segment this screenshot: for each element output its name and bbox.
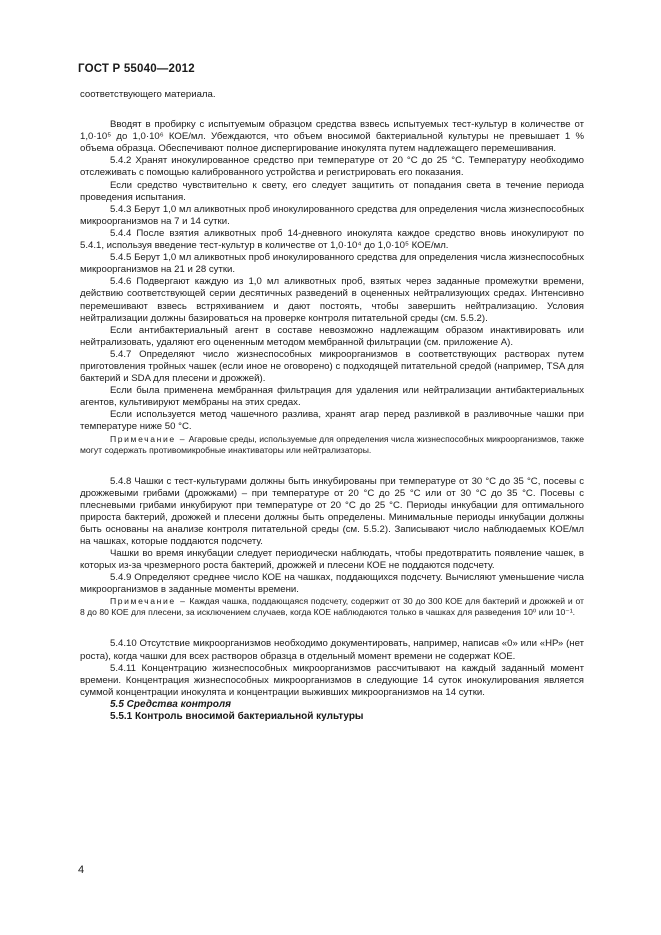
note-label: Примечание – xyxy=(110,596,187,607)
note-text: Агаровые среды, используемые для определения числа жизнеспособных микроорганизмов, также могут содержать противомикробные инактиваторы или нейтрализаторы. xyxy=(80,433,585,455)
paragraph-5-4-11: 5.4.11 Концентрацию жизнеспособных микроорганизмов рассчитывают на каждый заданный момент времени. Концентрация жизнеспособных микроорганизмов в следующие 14 суток инокулирования является суммой концентрации инокулята и концентрации выживших микроорганизмов на 14 сутки. xyxy=(80,662,584,698)
note-label: Примечание – xyxy=(110,433,187,444)
document-header: ГОСТ Р 55040—2012 xyxy=(78,63,195,75)
paragraph-5-4-4: 5.4.4 После взятия аликвотных проб 14-дневного инокулята каждое средство вновь инокулируют по 5.4.1, используя введение тест-культур в количестве от 1,0·10⁴ до 1,0·10⁵ КОЕ/мл. xyxy=(80,227,584,252)
paragraph-5-4-8: 5.4.8 Чашки с тест-культурами должны быть инкубированы при температуре от 30 °С до 35 °С, посевы с дрожжевыми грибами (дрожжами) – при температуре от 20 °С до 25 °С или от 30 °С до 35 °С. Посевы с плесневыми грибами инкубируют при температуре от 20 °С до 25 °С. Периоды инкубации для оптимального прироста бактерий, дрожжей и плесени должны быть определены. Минимальные периоды инкубации должны быть основаны на анализе контроля питательной среды (см. 5.5.2). Записывают число наблюдаемых КОЕ/мл на чашках, которые поддаются подсчету. xyxy=(80,475,584,547)
paragraph-membrane-filtration: Если антибактериальный агент в составе невозможно надлежащим образом инактивировать или нейтрализовать, удаляют его оцененным методом мембранной фильтрации (см. приложение А). xyxy=(80,324,584,348)
paragraph-inoculation: Вводят в пробирку с испытуемым образцом средства взвесь испытуемых тест-культур в количестве от 1,0·10⁵ до 1,0·10⁶ КОЕ/мл. Убеждаются, что объем вносимой бактериальной культуры не превышает 1 % объема образца. Обеспечивают полное диспергирование инокулята путем надлежащего перемешивания. xyxy=(80,119,584,155)
paragraph-light-protection: Если средство чувствительно к свету, его следует защитить от попадания света в течение периода проведения испытания. xyxy=(80,179,584,203)
document-body xyxy=(80,89,584,723)
paragraph-5-4-3: 5.4.3 Берут 1,0 мл аликвотных проб инокулированного средства для определения числа жизнеспособных микроорганизмов на 7 и 14 сутки. xyxy=(80,203,584,227)
section-heading-5-5: 5.5 Средства контроля xyxy=(110,698,232,710)
paragraph-5-4-5: 5.4.5 Берут 1,0 мл аликвотных проб инокулированного средства для определения числа жизнеспособных микроорганизмов на 21 и 28 сутки. xyxy=(80,252,584,276)
note-agar-media xyxy=(80,434,584,456)
page-number: 4 xyxy=(78,864,85,876)
paragraph-plate-observation: Чашки во время инкубации следует периодически наблюдать, чтобы предотвратить появление чашек, в которых из-за чрезмерного роста бактерий, дрожжей и плесени КОЕ не поддаются подсчету. xyxy=(80,548,584,572)
paragraph-continuation: соответствующего материала. xyxy=(80,89,216,100)
paragraph-pour-plate: Если используется метод чашечного разлива, хранят агар перед разливкой в разливочные чашки при температуре ниже 50 °С. xyxy=(80,409,584,433)
paragraph-5-4-9: 5.4.9 Определяют среднее число КОЕ на чашках, поддающихся подсчету. Вычисляют уменьшение числа микроорганизмов в заданные моменты времени. xyxy=(80,572,584,596)
paragraph-membrane-cultivation: Если была применена мембранная фильтрация для удаления или нейтрализации антибактериальных агентов, культивируют мембраны на этих средах. xyxy=(80,385,584,409)
note-countable-plates xyxy=(80,596,584,618)
paragraph-5-4-10: 5.4.10 Отсутствие микроорганизмов необходимо документировать, например, написав «0» или «НР» (нет роста), когда чашки для всех растворов образца в отдельный момент времени не содержат КОЕ. xyxy=(80,638,584,662)
paragraph-5-4-7: 5.4.7 Определяют число жизнеспособных микроорганизмов в соответствующих растворах путем приготовления тройных чашек (если иное не оговорено) с подходящей питательной средой (например, TSA для бактерий и SDA для плесени и дрожжей). xyxy=(80,348,584,385)
subsection-heading-5-5-1: 5.5.1 Контроль вносимой бактериальной культуры xyxy=(110,711,364,723)
paragraph-5-4-2: 5.4.2 Хранят инокулированное средство при температуре от 20 °С до 25 °С. Температуру необходимо отслеживать с помощью калиброванного устройства и регистрировать его показания. xyxy=(80,155,584,179)
note-text: Каждая чашка, поддающаяся подсчету, содержит от 30 до 300 КОЕ для бактерий и дрожжей и от 8 до 80 КОЕ для плесени, за исключением случаев, когда КОЕ наблюдаются только в чашках для разведения 10⁰ или 10⁻¹. xyxy=(80,596,584,618)
paragraph-5-4-6: 5.4.6 Подвергают каждую из 1,0 мл аликвотных проб, взятых через заданные промежутки времени, действию соответствующей серии десятичных разведений в оцененных нейтрализующих средах. Интенсивно перемешивают взвесь встряхиванием и дают постоять, чтобы завершить нейтрализацию. Условия нейтрализации должны базироваться на проверке контроля питательной среды (см. 5.5.2). xyxy=(80,276,584,324)
